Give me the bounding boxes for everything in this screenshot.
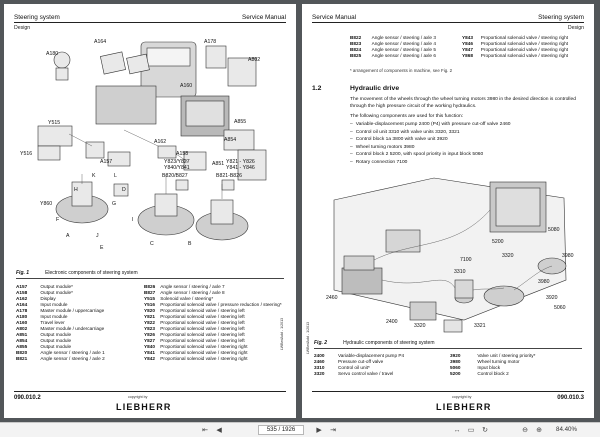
legend-text: Angle sensor / steering / axle 4	[371, 41, 436, 46]
legend-text: Control block 2	[477, 371, 509, 376]
legend-code: Y843	[462, 35, 473, 40]
callout: Y860	[40, 201, 53, 207]
callout: 5060	[554, 305, 566, 311]
callout: Y823/Y827	[164, 159, 190, 165]
legend-text: Valve unit / steering priority*	[477, 353, 536, 358]
figure-electronic-components	[16, 34, 284, 266]
intro-paragraph: The movement of the wheels through the wheel turning motors 3980 in the desired direction is controlled through the high pressure circuit of the working hydraulics.	[350, 97, 576, 109]
legend-code: A160	[16, 320, 28, 325]
list-item: – Control block 2 5200, with spool priority in input block 5060	[350, 151, 584, 159]
legend-text: Servo control valve / travel	[338, 371, 394, 376]
fit-page-icon[interactable]: ▭	[467, 427, 475, 434]
legend-text: Output module	[40, 344, 72, 349]
legend-text: Angle sensor / steering / axle 6	[371, 53, 436, 58]
legend-text: Angle sensor / steering / axle 2	[40, 356, 105, 361]
footer-rule	[14, 391, 286, 392]
legend-code: Y840	[144, 344, 155, 349]
legend-code: B820	[16, 350, 28, 355]
copyright: copyright by	[452, 395, 472, 399]
list-intro: The following components are used for this function:	[350, 114, 464, 119]
legend-code: 3310	[314, 365, 325, 370]
legend-text: Proportional solenoid valve / steering left	[160, 320, 245, 325]
figure-label: Fig. 2	[314, 340, 328, 346]
callout: A851	[212, 161, 225, 167]
callout: A162	[154, 139, 167, 145]
legend-text: Input block	[477, 365, 501, 370]
legend-code: B824	[350, 47, 362, 52]
legend-code: Y515	[144, 296, 155, 301]
legend-code: Y841	[144, 350, 155, 355]
header-rule	[312, 22, 584, 23]
figure-hydraulic-components	[314, 170, 582, 338]
callout: G	[112, 201, 117, 207]
legend-code: Y822	[144, 320, 155, 325]
legend-text: Proportional solenoid valve / steering right	[480, 35, 569, 40]
zoom-out-icon[interactable]: ⊖	[522, 427, 528, 434]
legend-code: B821	[16, 356, 28, 361]
header-right: Steering system	[538, 14, 584, 21]
callout: A160	[180, 83, 193, 89]
legend-code: A180	[16, 314, 28, 319]
legend-code: A855	[16, 344, 28, 349]
list-item: – Rotary connection 7100	[350, 159, 584, 167]
footnote: * arrangement of components in machine, see Fig. 2	[350, 68, 453, 73]
legend-code: A802	[16, 326, 28, 331]
rotate-icon[interactable]: ↻	[482, 427, 488, 434]
callout: Y821 - Y826	[226, 159, 255, 165]
legend-text: Proportional solenoid valve / pressure reduction / steering*	[160, 302, 282, 307]
legend-text: Proportional solenoid valve / steering left	[160, 332, 245, 337]
figure-1-illustration	[16, 34, 284, 266]
callout: J	[96, 233, 99, 239]
legend-code: Y821	[144, 314, 155, 319]
figure-label: Fig. 1	[16, 270, 30, 276]
callout: B	[188, 241, 192, 247]
figure-title: Hydraulic components of steering system	[343, 340, 435, 346]
legend-text: Travel lever	[40, 320, 65, 325]
callout: A164	[94, 39, 107, 45]
legend-text: Angle sensor / steering / axle 3	[371, 35, 436, 40]
legend-code: 2460	[314, 359, 325, 364]
legend-table-left	[314, 353, 444, 377]
zoom-in-icon[interactable]: ⊕	[536, 427, 542, 434]
callout: I	[132, 217, 134, 223]
callout: F	[56, 217, 60, 223]
page-number: 090.010.2	[14, 395, 41, 401]
legend-code: 3320	[314, 371, 325, 376]
legend-text: Variable-displacement pump P4	[338, 353, 405, 358]
legend-code: A162	[16, 296, 28, 301]
callout: 5200	[492, 239, 504, 245]
figure-title: Electronic components of steering system	[45, 270, 138, 276]
page-number: 090.010.3	[557, 395, 584, 401]
top-legend-left	[350, 35, 460, 59]
legend-text: Control oil unit*	[338, 365, 370, 370]
callout: A854	[224, 137, 237, 143]
legend-code: B823	[350, 41, 362, 46]
page-right	[302, 4, 594, 418]
legend-code: Y868	[462, 53, 473, 58]
list-item: – Wheel turning motors 3980	[350, 144, 584, 152]
legend-code: Y827	[144, 338, 155, 343]
legend-code: A164	[16, 302, 28, 307]
callout: H	[74, 187, 78, 193]
footer-rule	[312, 391, 584, 392]
liebherr-logo: LIEBHERR	[116, 402, 172, 412]
header-rule	[14, 22, 286, 23]
legend-text: Proportional solenoid valve / steering left	[160, 308, 245, 313]
figure-caption	[16, 270, 138, 276]
legend-text: Output module*	[40, 290, 73, 295]
legend-row	[16, 356, 140, 362]
legend-text: Proportional solenoid valve / steering right	[480, 41, 569, 46]
legend-code: Y842	[144, 356, 155, 361]
callout: A158	[176, 151, 189, 157]
header-left: Steering system	[14, 14, 60, 21]
header-right: Service Manual	[241, 14, 286, 21]
legend-row	[144, 356, 284, 362]
last-page-icon[interactable]: ⇥	[330, 427, 336, 434]
callout: A157	[100, 159, 113, 165]
legend-text: Wheel turning motor	[477, 359, 520, 364]
legend-code: 3980	[450, 359, 461, 364]
legend-text: Output module	[40, 332, 72, 337]
legend-code: A851	[16, 332, 28, 337]
legend-code: B826	[144, 284, 156, 289]
callout: Y840/Y841	[164, 165, 190, 171]
list-item: – Control oil unit 3310 with valve units 3320, 3321	[350, 129, 584, 137]
callout: Y515	[48, 120, 61, 126]
legend-code: Y516	[144, 302, 155, 307]
legend-code: Y826	[144, 332, 155, 337]
legend-code: Y823	[144, 326, 155, 331]
callout: D	[122, 187, 126, 193]
legend-code: A178	[16, 308, 28, 313]
copyright: copyright by	[128, 395, 148, 399]
subheader: Design	[567, 25, 584, 31]
legend-text: Output module	[40, 338, 72, 343]
legend-code: 5200	[450, 371, 461, 376]
legend-code: 5060	[450, 365, 461, 370]
side-reference: LWBedAdd - 1/2013	[306, 321, 310, 354]
callout: 7100	[460, 257, 472, 263]
callout: Y516	[20, 151, 33, 157]
legend-table-right	[144, 284, 284, 362]
legend-text: Input module	[40, 314, 68, 319]
legend-row	[314, 371, 444, 377]
callout: 2400	[386, 319, 398, 325]
prev-page-icon[interactable]: ◀	[216, 427, 222, 434]
legend-text: Master module / undercarriage	[40, 326, 105, 331]
callout: 3320	[502, 253, 514, 259]
header-left: Service Manual	[312, 14, 357, 21]
legend-table-left	[16, 284, 140, 362]
callout: A855	[234, 119, 247, 125]
fit-width-icon[interactable]: ↔	[453, 427, 461, 434]
list-item: – Variable-displacement pump 2400 (P4) with pressure cut-off valve 2460	[350, 121, 584, 129]
top-legend-right	[462, 35, 586, 59]
legend-text: Proportional solenoid valve / steering right	[480, 53, 569, 58]
component-list	[350, 121, 584, 167]
callout: A178	[204, 39, 217, 45]
legend-code: A157	[16, 284, 28, 289]
next-page-icon[interactable]: ▶	[316, 427, 322, 434]
legend-row	[450, 371, 584, 377]
callout: A802	[248, 57, 261, 63]
callout: 3320	[414, 323, 426, 329]
section-number: 1.2	[312, 85, 322, 92]
legend-text: Angle sensor / steering / axle 8	[160, 290, 225, 295]
callout: 3980	[538, 279, 550, 285]
legend-text: Proportional solenoid valve / steering left	[160, 314, 245, 319]
callout: B820/B827	[162, 173, 188, 179]
legend-text: Master module / uppercarriage	[40, 308, 105, 313]
callout: A	[66, 233, 70, 239]
callout: 5080	[548, 227, 560, 233]
legend-text: Display	[40, 296, 56, 301]
figure-caption	[314, 340, 435, 346]
legend-code: B825	[350, 53, 362, 58]
callout: L	[114, 173, 117, 179]
legend-text: Solenoid valve / steering*	[160, 296, 214, 301]
liebherr-logo: LIEBHERR	[436, 402, 492, 412]
callout: 3310	[454, 269, 466, 275]
legend-code: B822	[350, 35, 362, 40]
legend-code: A158	[16, 290, 28, 295]
legend-text: Angle sensor / steering / axle 1	[40, 350, 105, 355]
callout: A180	[46, 51, 59, 57]
caption-rule	[314, 348, 582, 349]
page-left	[4, 4, 296, 418]
legend-code: Y820	[144, 308, 155, 313]
callout: 3980	[562, 253, 574, 259]
legend-row	[350, 53, 460, 59]
legend-text: Proportional solenoid valve / steering right	[480, 47, 569, 52]
zoom-level[interactable]: 84.40%	[556, 426, 577, 433]
legend-table-right	[450, 353, 584, 377]
legend-text: Output module*	[40, 284, 73, 289]
legend-text: Angle sensor / steering / axle 5	[371, 47, 436, 52]
legend-text: Proportional solenoid valve / steering right	[160, 350, 248, 355]
legend-code: Y846	[462, 41, 473, 46]
callout: E	[100, 245, 104, 251]
legend-text: Input module	[40, 302, 68, 307]
callout: C	[150, 241, 154, 247]
legend-text: Proportional solenoid valve / steering left	[160, 338, 245, 343]
legend-code: B827	[144, 290, 156, 295]
list-item: – Control block 1a 3800 with valve unit 3920	[350, 136, 584, 144]
legend-code: 2400	[314, 353, 325, 358]
section-title: Hydraulic drive	[350, 85, 400, 92]
page-number-input[interactable]: 535 / 1926	[258, 425, 304, 435]
legend-code: 3920	[450, 353, 461, 358]
subheader: Design	[14, 25, 31, 31]
callout: B821-B826	[216, 173, 242, 179]
legend-text: Angle sensor / steering / axle 7	[160, 284, 225, 289]
legend-text: Pressure cut-off valve	[338, 359, 384, 364]
first-page-icon[interactable]: ⇤	[202, 427, 208, 434]
legend-text: Proportional solenoid valve / steering right	[160, 344, 248, 349]
legend-code: A854	[16, 338, 28, 343]
legend-text: Proportional solenoid valve / steering right	[160, 356, 248, 361]
legend-text: Proportional solenoid valve / steering left	[160, 326, 245, 331]
legend-row	[462, 53, 586, 59]
side-reference: LWBedAdd - 1/2013	[280, 317, 284, 350]
legend-code: Y847	[462, 47, 473, 52]
callout: 2460	[326, 295, 338, 301]
viewer-toolbar	[0, 422, 600, 437]
figure-2-illustration	[314, 170, 582, 338]
callout: Y841 - Y846	[226, 165, 255, 171]
callout: 3920	[546, 295, 558, 301]
callout: K	[92, 173, 96, 179]
callout: 3321	[474, 323, 486, 329]
caption-rule	[16, 278, 284, 279]
